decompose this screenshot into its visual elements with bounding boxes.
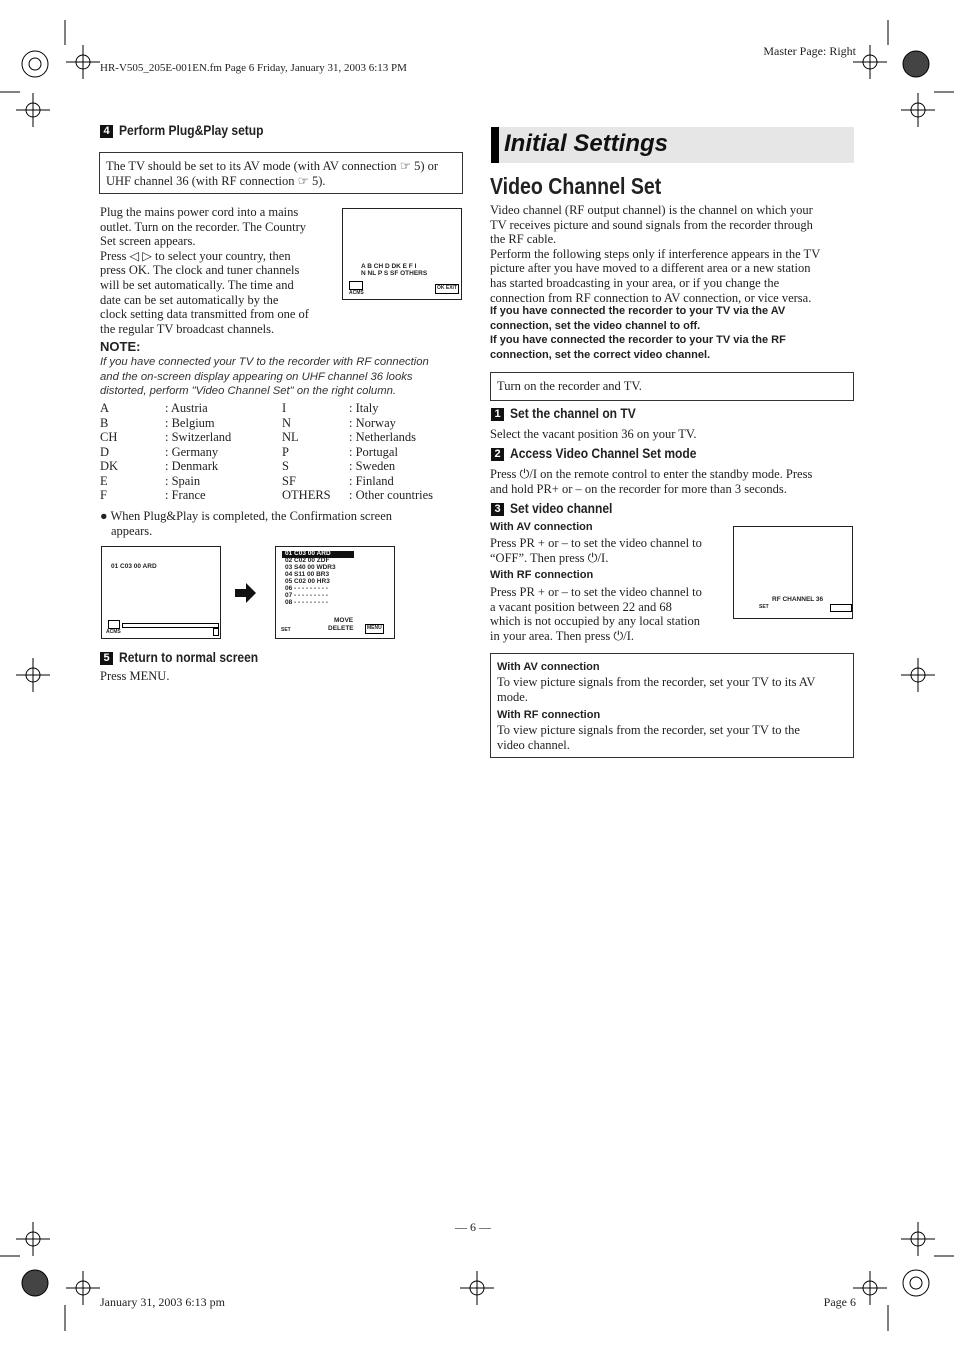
country-set-screen [342, 208, 462, 300]
country-name: : Netherlands [349, 430, 416, 444]
text-line: date can be set automatically by the [100, 292, 279, 307]
text-line: video channel. [497, 737, 570, 752]
confirm-row: 03 S40 00 WDR3 [285, 564, 336, 571]
step-number: 3 [491, 503, 504, 516]
step-title: Access Video Channel Set mode [510, 445, 697, 461]
text-line: To view picture signals from the recorder, set your TV to its AV [497, 675, 816, 689]
step4-heading [100, 122, 287, 140]
country-name: : Finland [349, 473, 394, 488]
text-line: Press PR + or – to set the video channel to [490, 585, 702, 599]
country-name: : Belgium [165, 415, 215, 430]
intro-text [490, 203, 860, 305]
progress-row: 01 C03 00 ARD [111, 563, 157, 570]
step2-text [490, 467, 860, 496]
step-title: Set video channel [510, 500, 613, 516]
text-line: “OFF”. Then press ⏻/I. [490, 550, 609, 565]
text-line: clock setting data transmitted from one of [100, 307, 309, 322]
country-name: : France [165, 488, 206, 502]
av-mode-note-box: The TV should be set to its AV mode (with AV connection ☞ 5) or UHF channel 36 (with RF connection ☞ 5). [99, 152, 463, 194]
text-line: connection, set the video channel to off. [490, 319, 701, 332]
country-row-2: N NL P S SF OTHERS [361, 270, 428, 277]
set-label: SET [759, 604, 769, 610]
text-line: connection from RF connection to AV connection, or vice versa. [490, 290, 812, 305]
rf-connection-label: With RF connection [490, 569, 594, 581]
table-row [100, 416, 433, 431]
text-line: and hold PR+ or – on the recorder for more than 3 seconds. [490, 481, 787, 496]
country-code: P [282, 444, 289, 459]
rf-connection-label: With RF connection [497, 709, 601, 721]
footer-date: January 31, 2003 6:13 pm [100, 1295, 225, 1309]
text-line: a vacant position between 22 and 68 [490, 599, 672, 614]
master-page-label: Master Page: Right [763, 44, 856, 58]
confirm-row: 04 S11 00 BR3 [285, 571, 330, 578]
confirm-row: 02 C02 00 ZDF [285, 557, 330, 564]
table-row [100, 445, 433, 460]
plugplay-instructions [100, 205, 340, 336]
text-line: outlet. Turn on the recorder. The Country [100, 219, 306, 234]
av-connection-label: With AV connection [490, 521, 593, 533]
rf-note-text [100, 355, 470, 399]
country-name: : Spain [165, 473, 201, 488]
indicator-icon [213, 628, 219, 636]
step-number: 2 [491, 448, 504, 461]
country-code: NL [282, 430, 299, 444]
text-line: the RF cable. [490, 232, 557, 247]
acms-label: ACMS [106, 629, 121, 635]
text-line: If you have connected your TV to the recorder with RF connection [100, 356, 429, 368]
country-code: D [100, 444, 110, 459]
page-number: — 6 — [455, 1220, 491, 1234]
turn-on-box: Turn on the recorder and TV. [490, 372, 854, 401]
country-name: : Norway [349, 415, 396, 430]
country-code: CH [100, 430, 118, 444]
rf-connection-text [497, 723, 849, 752]
country-name: : Other countries [349, 488, 434, 502]
av-connection-text [490, 536, 730, 565]
country-code: B [100, 415, 109, 430]
page-title: Video Channel Set [490, 173, 662, 199]
step1-heading [491, 405, 656, 423]
country-code: A [100, 401, 110, 415]
country-code: DK [100, 459, 119, 473]
text-line: the regular TV broadcast channels. [100, 321, 275, 336]
text-line: connection, set the correct video channel. [490, 348, 711, 361]
text-line: ● When Plug&Play is completed, the Confirmation screen [100, 509, 392, 523]
confirm-row: 05 C02 00 HR3 [285, 578, 330, 585]
text-line: If you have connected the recorder to your TV via the AV [490, 305, 786, 317]
rf-connection-text [490, 585, 730, 643]
text-line: picture after you have moved to a different area or a new station [490, 261, 811, 276]
rf-channel-screen [733, 526, 853, 619]
confirm-row: 07 - - - - - - - - - [285, 592, 328, 599]
banner-bar [491, 127, 499, 163]
table-row [100, 474, 433, 489]
country-name: : Switzerland [165, 430, 232, 444]
section-banner [491, 127, 854, 163]
text-line: Video channel (RF output channel) is the channel on which your [490, 203, 813, 217]
step-title: Set the channel on TV [510, 405, 636, 421]
country-code: I [282, 401, 287, 415]
country-name: : Austria [165, 401, 208, 415]
note-label: NOTE: [100, 339, 141, 354]
country-code: S [282, 459, 289, 473]
country-code: F [100, 488, 107, 502]
text-line: To view picture signals from the recorder, set your TV to the [497, 723, 800, 737]
country-code: N [282, 415, 292, 430]
text-line: Press ◁ ▷ to select your country, then [100, 248, 291, 263]
text-line: Set screen appears. [100, 234, 196, 249]
text-line: press OK. The clock and tuner channels [100, 263, 300, 278]
country-code: SF [282, 473, 296, 488]
text-line: distorted, perform "Video Channel Set" on the right column. [100, 385, 397, 397]
table-row [100, 401, 433, 416]
text-line: mode. [497, 689, 528, 704]
confirm-row: 01 C03 00 ARD [285, 550, 331, 557]
file-info: HR-V505_205E-001EN.fm Page 6 Friday, January 31, 2003 6:13 PM [100, 62, 407, 74]
step2-heading [491, 445, 727, 463]
step3-heading [491, 500, 629, 518]
country-name: : Portugal [349, 444, 398, 459]
menu-buttons: MENU [365, 624, 384, 634]
footer-page-label: Page 6 [823, 1295, 856, 1309]
confirm-row: 08 - - - - - - - - - [285, 599, 328, 606]
bullet-note [100, 509, 392, 538]
text-line: Press PR + or – to set the video channel to [490, 536, 702, 550]
plugplay-progress-screen [101, 546, 221, 639]
acms-icon [108, 620, 120, 629]
country-name: : Sweden [349, 459, 396, 473]
country-name: : Denmark [165, 459, 219, 473]
step5-text: Press MENU. [100, 669, 170, 683]
move-label: MOVE [334, 617, 354, 624]
text-line: in your area. Then press ⏻/I. [490, 628, 634, 643]
rf-channel-readout: RF CHANNEL 36 [772, 596, 824, 603]
country-code: E [100, 473, 108, 488]
text-line: Press ⏻/I on the remote control to enter the standby mode. Press [490, 467, 813, 481]
text-line: will be set automatically. The time and [100, 277, 294, 292]
step-number: 5 [100, 652, 113, 665]
text-line: which is not occupied by any local station [490, 614, 701, 629]
table-row [100, 459, 433, 474]
acms-icon [349, 281, 363, 290]
av-connection-label: With AV connection [497, 661, 600, 673]
table-row [100, 430, 433, 445]
text-line: Plug the mains power cord into a mains [100, 205, 299, 219]
step-number: 1 [491, 408, 504, 421]
text-line: If you have connected the recorder to your TV via the RF [490, 334, 786, 346]
country-code: OTHERS [282, 488, 331, 502]
final-instructions-box [490, 653, 854, 758]
text-line: TV receives picture and sound signals from the recorder through [490, 217, 813, 232]
arrow-right-icon [235, 583, 257, 603]
country-table [100, 401, 433, 503]
text-line: and the on-screen display appearing on UHF channel 36 looks [100, 370, 413, 383]
step-title: Perform Plug&Play setup [119, 122, 264, 138]
av-connection-text [497, 675, 849, 704]
text-line: Perform the following steps only if interference appears in the TV [490, 246, 821, 261]
step-number: 4 [100, 125, 113, 138]
country-name: : Italy [349, 401, 379, 415]
delete-label: DELETE [328, 625, 354, 632]
section-title: Initial Settings [504, 130, 669, 157]
country-name: : Germany [165, 444, 219, 459]
button-icons [830, 604, 852, 612]
confirmation-screen [275, 546, 395, 639]
connection-instructions [490, 304, 860, 362]
text-line: has started broadcasting in your area, or if you change the [490, 275, 780, 290]
progress-bar [122, 623, 219, 628]
table-row [100, 488, 433, 503]
set-label: SET [281, 627, 291, 633]
step-title: Return to normal screen [119, 649, 259, 665]
acms-label: ACMS [349, 290, 364, 296]
confirm-row: 06 - - - - - - - - - [285, 585, 328, 592]
country-row-1: A B CH D DK E F I [361, 263, 417, 270]
ok-exit-buttons: OK EXIT [435, 284, 459, 294]
step5-heading [100, 649, 281, 667]
text-line: appears. [111, 523, 153, 538]
step1-text: Select the vacant position 36 on your TV. [490, 427, 697, 441]
